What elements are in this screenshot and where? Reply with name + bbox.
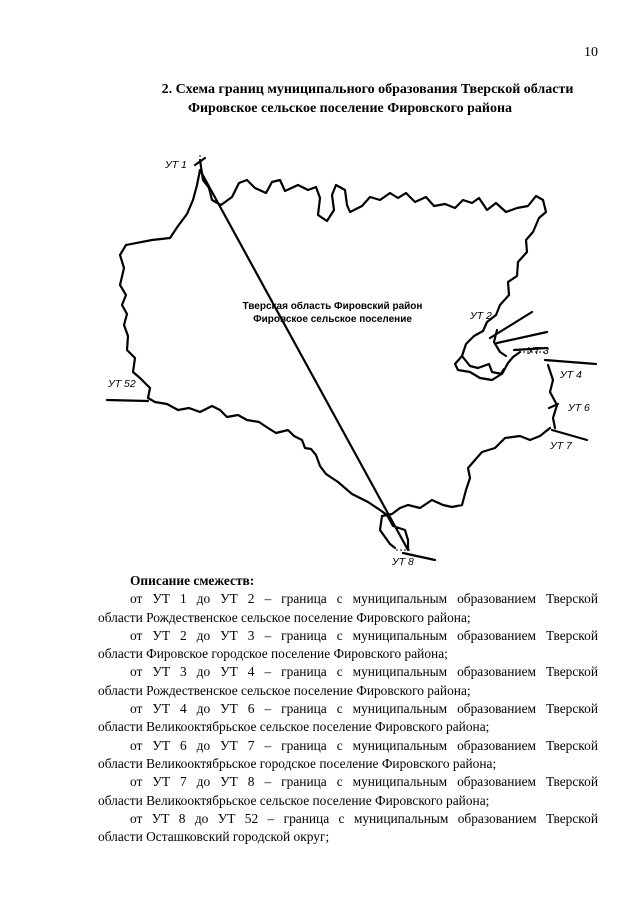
description-heading: Описание смежеств: (130, 573, 255, 588)
territory-label (200, 300, 465, 326)
point-label-ut7: УТ 7 (550, 440, 572, 452)
page-title (0, 80, 640, 118)
item-first-line: от УТ 7 до УТ 8 – граница с муниципальным образованием Тверской (130, 774, 598, 790)
adjacency-description (98, 572, 598, 846)
page-number: 10 (584, 45, 598, 60)
item-rest-line: области Великооктябрьское сельское поселение Фировского района; (98, 719, 490, 735)
description-item (98, 700, 598, 737)
title-line-1: 2. Схема границ муниципального образования Тверской области (161, 82, 574, 97)
point-label-ut2: УТ 2 (470, 310, 492, 322)
description-item (98, 737, 598, 774)
point-label-ut8: УТ 8 (392, 556, 414, 568)
point-label-ut4: УТ 4 (560, 369, 582, 381)
item-first-line: от УТ 6 до УТ 7 – граница с муниципальным образованием Тверской (130, 737, 598, 753)
item-first-line: от УТ 2 до УТ 3 – граница с муниципальным образованием Тверской (130, 627, 598, 643)
item-first-line: от УТ 1 до УТ 2 – граница с муниципальным образованием Тверской (130, 591, 598, 607)
territory-label-line-2: Фировское сельское поселение (253, 314, 412, 325)
boundary-map (0, 140, 640, 580)
item-rest-line: области Фировское городское поселение Фировского района; (98, 646, 448, 662)
item-rest-line: области Рождественское сельское поселение Фировского района; (98, 682, 471, 698)
boundary-outline (0, 140, 640, 580)
point-label-ut52: УТ 52 (108, 378, 136, 390)
item-rest-line: области Рождественское сельское поселение Фировского района; (98, 609, 471, 625)
point-label-ut3: УТ 3 (527, 345, 549, 357)
item-first-line: от УТ 8 до УТ 52 – граница с муниципальным образованием Тверской (130, 810, 598, 826)
description-item (98, 627, 598, 664)
description-item (98, 663, 598, 700)
point-label-ut1: УТ 1 (165, 159, 187, 171)
item-rest-line: области Осташковский городской округ; (98, 829, 330, 845)
item-rest-line: области Великооктябрьское сельское поселение Фировского района; (98, 792, 490, 808)
description-item (98, 590, 598, 627)
territory-label-line-1: Тверская область Фировский район (242, 301, 423, 312)
point-label-ut6: УТ 6 (568, 402, 590, 414)
description-item (98, 773, 598, 810)
description-item (98, 810, 598, 847)
item-first-line: от УТ 4 до УТ 6 – граница с муниципальным образованием Тверской (130, 701, 598, 717)
item-rest-line: области Великооктябрьское городское поселение Фировского района; (98, 755, 497, 771)
municipality-boundary (120, 160, 557, 550)
item-first-line: от УТ 3 до УТ 4 – граница с муниципальным образованием Тверской (130, 664, 598, 680)
title-line-2: Фировское сельское поселение Фировского района (187, 101, 513, 116)
